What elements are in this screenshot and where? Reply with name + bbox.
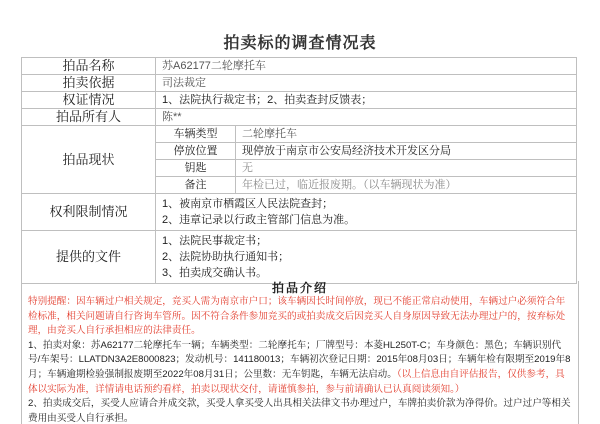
intro-item-1 (28, 339, 572, 397)
intro-item-1-main: 1、拍卖对象：苏A62177二轮摩托车一辆；车辆类型：二轮摩托车；厂牌型号：本菱HL250T-C；车身颜色：黑色；车辆识别代号/车架号：LLATDN3A2E8000823；发动机号：141180013；车辆初次登记日期：2015年08月03日；车辆年检有限期至2019年8月；车辆逾期检验强制报废期至2022年08月31日；公里数：无车钥匙，车辆无法启动。 (28, 339, 571, 380)
rights-line: 1、被南京市栖霞区人民法院查封； (162, 198, 334, 210)
row-label-status: 拍品现状 (22, 126, 156, 194)
intro-heading: 拍品介绍 (21, 281, 579, 295)
docs-line: 2、法院协助执行通知书； (162, 251, 290, 263)
intro-item-2: 2、拍卖成交后，买受人应请合并成交款，买受人拿买受人出具相关法律文书办理过户，车牌拍卖价款为净得价。过户过户等相关费用由买受人自行承担。 (28, 398, 571, 424)
docs-line: 3、拍卖成交确认书。 (162, 267, 268, 279)
table-row (22, 58, 577, 75)
row-value-basis: 司法裁定 (156, 75, 577, 92)
row-label-docs: 提供的文件 (22, 231, 156, 284)
status-label-remark: 备注 (156, 177, 236, 194)
row-value-rights (156, 194, 577, 231)
row-value-owner: 陈** (156, 109, 577, 126)
row-value-name: 苏A62177二轮摩托车 (156, 58, 577, 75)
status-value-key: 无 (236, 160, 577, 177)
survey-table (21, 57, 577, 284)
table-row (22, 194, 577, 231)
row-label-proof: 权证情况 (22, 92, 156, 109)
table-row (22, 126, 577, 143)
status-label-type: 车辆类型 (156, 126, 236, 143)
table-row (22, 75, 577, 92)
row-label-rights: 权利限制情况 (22, 194, 156, 231)
status-label-key: 钥匙 (156, 160, 236, 177)
intro-body (21, 295, 579, 424)
row-label-owner: 拍品所有人 (22, 109, 156, 126)
row-label-name: 拍品名称 (22, 58, 156, 75)
status-value-remark: 年检已过，临近报废期。（以车辆现状为准） (236, 177, 577, 194)
status-label-location: 停放位置 (156, 143, 236, 160)
rights-line: 2、违章记录以行政主管部门信息为准。 (162, 214, 356, 226)
row-label-basis: 拍卖依据 (22, 75, 156, 92)
warning-text: 特别提醒：因车辆过户相关规定，竞买人需为南京市户口；该车辆因长时间停放，现已不能正常启动使用，车辆过户必须符合年检标准，相关问题请自行咨询车管所。因不符合条件参加竞买的或拍卖成交后因竞买人自身原因导致无法办理过户的，按弃标处理，由竞买人自行承担相应的法律责任。 (28, 296, 566, 337)
intro-item-1-note: （以上信息由自评估报告，仅供参考，具体以实际为准，详情请电话预约看样，拍卖以现状交付，请谨慎参拍，参与前请确认已认真阅读须知。） (28, 368, 565, 395)
row-value-docs (156, 231, 577, 284)
status-value-location: 现停放于南京市公安局经济技术开发区分局 (236, 143, 577, 160)
docs-line: 1、法院民事裁定书； (162, 235, 268, 247)
row-value-proof: 1、法院执行裁定书；2、拍卖查封反馈表； (156, 92, 577, 109)
status-value-type: 二轮摩托车 (236, 126, 577, 143)
table-row (22, 109, 577, 126)
table-row (22, 92, 577, 109)
table-row (22, 231, 577, 284)
page-title: 拍卖标的调查情况表 (223, 35, 377, 52)
